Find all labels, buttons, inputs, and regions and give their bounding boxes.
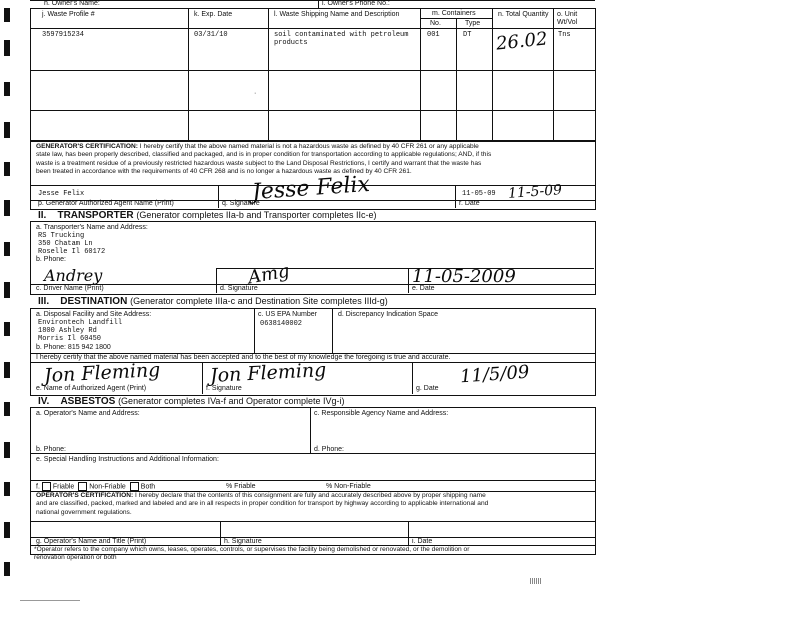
owner-name-label: h. Owner's Name: [44, 0, 100, 7]
waste-profile-value: 3597915234 [42, 31, 85, 39]
col-total-quantity: n. Total Quantity [498, 11, 549, 18]
generator-date-handwritten: 11-5-09 [507, 182, 563, 202]
generator-agent-name: Jesse Felix [38, 190, 85, 198]
destination-date-handwritten: 11/5/09 [459, 361, 531, 388]
scan-line [20, 600, 80, 601]
scan-edge-bar [4, 82, 10, 96]
label-disposal-facility: a. Disposal Facility and Site Address: [36, 311, 152, 318]
col-unit-wt-vol: o. Unit Wt/Vol [557, 11, 578, 26]
label-generator-agent: p. Generator Authorized Agent Name (Print) [38, 200, 174, 207]
destination-signature: Jon Fleming [209, 358, 327, 388]
destination-agent-handwritten: Jon Fleming [43, 358, 161, 388]
label-agency-name: c. Responsible Agency Name and Address: [314, 410, 449, 417]
label-destination-date: g. Date [416, 385, 439, 392]
scan-barcode-mark [530, 578, 542, 584]
label-operator-title: g. Operator's Name and Title (Print) [36, 538, 147, 545]
col-waste-profile: j. Waste Profile # [42, 11, 95, 18]
scan-edge-bar [4, 562, 10, 576]
generator-date-typed: 11-05-09 [462, 190, 496, 198]
owner-phone-label: i. Owner's Phone No.: [322, 0, 390, 7]
friable-checkbox[interactable] [42, 482, 51, 491]
transporter-name: RS Trucking [38, 232, 85, 240]
section-asbestos-header: IV. ASBESTOS (Generator completes IVa-f and Operator complete IVg-i) [38, 396, 345, 407]
section-destination-header: III. DESTINATION (Generator complete IIIa-c and Destination Site completes IIId-g) [38, 296, 388, 307]
epa-number: 0638140002 [260, 320, 303, 328]
section-transporter-header: II. TRANSPORTER (Generator completes IIa-b and Transporter completes IIc-e) [38, 210, 377, 221]
col-exp-date: k. Exp. Date [194, 11, 233, 18]
scan-edge-bar [4, 442, 10, 458]
containers-type-value: DT [463, 31, 472, 39]
label-generator-signature: q. Signature [222, 200, 260, 207]
label-destination-signature: f. Signature [206, 385, 242, 392]
scan-edge-bar [4, 122, 10, 138]
non-friable-checkbox[interactable] [78, 482, 87, 491]
label-operator-name: a. Operator's Name and Address: [36, 410, 140, 417]
operator-cert-text: OPERATOR'S CERTIFICATION: I hereby declare that the contents of this consignment are fully and accurately described above by proper shipping name and are classified, packed, marked and labeled and are in all respects in proper condition for transport by highway according to applicable international and national government regulations. [36, 492, 489, 516]
friability-row: f. Friable Non-Friable Both [36, 483, 156, 491]
facility-addr2: Morris Il 60450 [38, 335, 102, 343]
scan-edge-bar [4, 242, 10, 256]
generator-signature: Jesse Felix [251, 171, 371, 206]
label-operator-date: i. Date [412, 538, 433, 545]
transporter-addr1: 350 Chatam Ln [38, 240, 93, 248]
containers-no-value: 001 [427, 31, 440, 39]
scan-edge-bar [4, 322, 10, 336]
label-driver-name: c. Driver Name (Print) [36, 285, 104, 292]
facility-addr1: 1800 Ashley Rd [38, 327, 97, 335]
scan-edge-bar [4, 40, 10, 56]
label-discrepancy: d. Discrepancy Indication Space [338, 311, 438, 318]
driver-name-handwritten: Andrey [44, 266, 103, 285]
label-pct-friable: % Friable [226, 483, 256, 490]
both-checkbox[interactable] [130, 482, 139, 491]
facility-phone-row: b. Phone: 815 942 1800 [36, 344, 111, 351]
col-containers-type: Type [465, 20, 481, 27]
scan-edge-bar [4, 8, 10, 22]
label-driver-signature: d. Signature [220, 285, 258, 292]
label-pct-non-friable: % Non-Friable [326, 483, 371, 490]
label-transporter-phone: b. Phone: [36, 256, 66, 263]
col-containers-no: No. [430, 20, 441, 27]
transporter-addr2: Roselle Il 60172 [38, 248, 106, 256]
scan-edge-bar [4, 362, 10, 378]
label-special-handling: e. Special Handling Instructions and Additional Information: [36, 456, 219, 463]
label-operator-phone: b. Phone: [36, 446, 66, 453]
exp-date-value: 03/31/10 [194, 31, 228, 39]
scan-edge-bar [4, 522, 10, 538]
scan-edge-bar [4, 282, 10, 298]
operator-footnote: *Operator refers to the company which owns, leases, operates, controls, or supervises the facility being demolished or renovated, or the demolition or renovation operation or both [34, 546, 470, 562]
label-destination-agent: e. Name of Authorized Agent (Print) [36, 385, 147, 392]
label-epa-number: c. US EPA Number [258, 311, 318, 318]
transporter-date-handwritten: 11-05-2009 [412, 266, 516, 287]
col-containers: m. Containers [432, 10, 476, 17]
asbestos-box [30, 407, 596, 555]
scan-edge-bar [4, 482, 10, 496]
label-agency-phone: d. Phone: [314, 446, 344, 453]
label-transporter-name: a. Transporter's Name and Address: [36, 224, 148, 231]
label-operator-signature: h. Signature [224, 538, 262, 545]
scan-edge-bar [4, 200, 10, 216]
shipping-desc-line2: products [274, 39, 308, 47]
stray-mark: · [254, 90, 257, 97]
col-shipping-name: l. Waste Shipping Name and Description [274, 11, 400, 18]
label-generator-date: r. Date [459, 200, 480, 207]
label-transporter-date: e. Date [412, 285, 435, 292]
facility-name: Environtech Landfill [38, 319, 123, 327]
driver-signature: Amg [246, 260, 292, 289]
destination-certify: I hereby certify that the above named material has been accepted and to the best of my knowledge the foregoing is true and accurate. [36, 354, 451, 361]
shipping-desc-line1: soil contaminated with petroleum [274, 31, 409, 39]
generator-cert-text: GENERATOR'S CERTIFICATION: I hereby certify that the above named material is not a hazardous waste as defined by 40 CFR 261 or any applicable state law, has been properly described, classified and packaged, and is in proper condition for transportation according to applicable regulations; AND, if this waste is a treatment residue of a previously restricted hazardous waste subject to the Land Disposal Restrictions, I certify and warrant that the waste has been treated in accordance with the requirements of 40 CFR 268 and is no longer a hazardous waste as defined by 40 CFR 261. [36, 143, 492, 175]
unit-value: Tns [558, 31, 571, 39]
total-quantity-handwritten: 26.02 [495, 28, 549, 55]
scan-edge-bar [4, 402, 10, 416]
scan-edge-bar [4, 162, 10, 176]
